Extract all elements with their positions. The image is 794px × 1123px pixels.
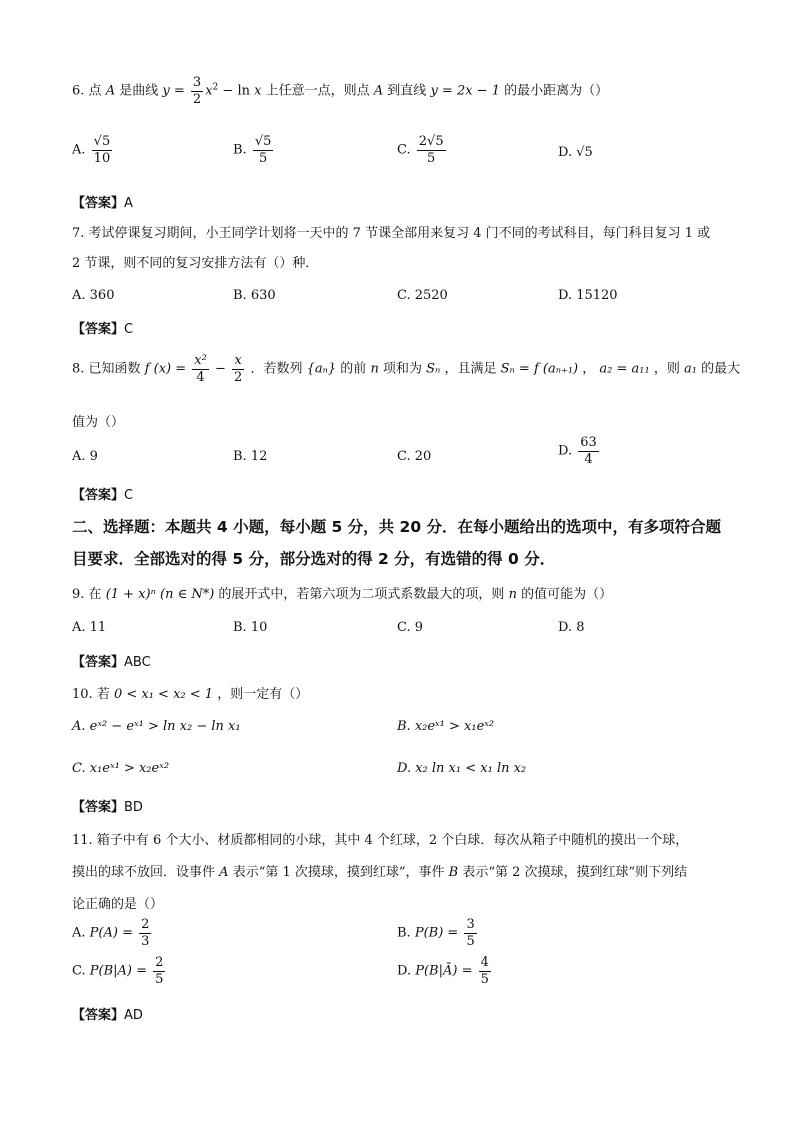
- q11-opt-d-num: 4: [480, 955, 489, 970]
- q10-cond: 0 < x₁ < x₂ < 1: [113, 687, 214, 702]
- q9-option-d: D. 8: [558, 620, 585, 635]
- q6-opt-c-num: 2√5: [418, 134, 444, 149]
- q6-text-2: 上任意一点，则点: [265, 83, 370, 99]
- q8-text-6: ，则: [653, 361, 680, 377]
- answer-tag: 【答案】: [72, 488, 125, 503]
- q11-opt-a-frac: [139, 918, 151, 948]
- q8-option-a: A. 9: [72, 449, 98, 464]
- answer-tag: 【答案】: [72, 1008, 125, 1023]
- q11-opt-b-den: 5: [466, 933, 475, 949]
- q6-opt-d-label: D.: [558, 145, 573, 160]
- q11-option-b: [397, 918, 479, 948]
- q11-stem-line3: 论正确的是（）: [72, 897, 164, 912]
- q11-opt-c-lhs: P(B|A) =: [89, 963, 148, 979]
- q9-option-b: B. 10: [233, 620, 268, 635]
- q8-cond-1: Sₙ = f (aₙ₊₁): [500, 361, 579, 377]
- q11-text-b: 表示“第 1 次摸球，摸到红球”，事件: [232, 865, 445, 880]
- q11-opt-c-den: 5: [155, 971, 164, 987]
- q11-opt-a-lhs: P(A) =: [89, 925, 133, 941]
- q10-lead: 10. 若: [72, 687, 110, 702]
- q8-cond-2: a₂ = a₁₁: [599, 361, 650, 377]
- q6-text-4: 的最小距离为（）: [504, 83, 609, 99]
- q6-opt-d-val: √5: [576, 145, 593, 160]
- q7-option-c: C. 2520: [397, 288, 448, 303]
- q6-minus-ln: − ln: [222, 83, 255, 99]
- q8-option-d: [558, 436, 601, 466]
- q6-opt-a-frac: [92, 135, 113, 165]
- q6-opt-c-frac: [417, 135, 446, 165]
- q8-text-2: 的前: [340, 361, 367, 377]
- q8-n: n: [370, 361, 379, 377]
- q11-opt-b-label: B.: [397, 925, 411, 941]
- q10-answer-value: BD: [124, 800, 143, 815]
- q10-option-c: C. x₁eˣ¹ > x₂eˣ²: [72, 761, 170, 776]
- q6-lead: 6. 点: [72, 83, 102, 99]
- q6-opt-a-label: A.: [72, 142, 86, 158]
- q6-var-a: A: [105, 83, 116, 99]
- answer-tag: 【答案】: [72, 800, 125, 815]
- q6-opt-b-label: B.: [233, 142, 247, 158]
- q7-option-a: A. 360: [72, 288, 115, 303]
- q6-option-d: [558, 145, 593, 160]
- q8-opt-d-label: D.: [558, 443, 573, 459]
- q9-expr: (1 + x)ⁿ: [105, 587, 156, 602]
- q11-answer: [72, 1004, 143, 1023]
- section-2-heading-line2: 目要求．全部选对的得 5 分，部分选对的得 2 分，有选错的得 0 分．: [72, 550, 556, 568]
- q6-line-eq: y = 2x − 1: [430, 83, 500, 99]
- q11-text-c: 表示“第 2 次摸球，摸到红球”则下列结: [462, 865, 688, 880]
- q6-opt-b-frac: [253, 135, 274, 165]
- q6-opt-b-num: √5: [254, 134, 272, 149]
- q8-frac2-num: x: [234, 353, 242, 368]
- q6-fraction: [191, 76, 203, 106]
- q7-option-b: B. 630: [233, 288, 276, 303]
- q6-opt-a-den: 10: [93, 150, 111, 166]
- q11-opt-a-label: A.: [72, 925, 86, 941]
- q9-answer: [72, 651, 151, 670]
- q6-frac-den: 2: [192, 91, 202, 107]
- answer-tag: 【答案】: [72, 196, 125, 211]
- q11-stem-line1: 11. 箱子中有 6 个大小、材质都相同的小球，其中 4 个红球，2 个白球．每次从箱子中随机的摸出一个球，: [72, 833, 689, 848]
- q11-event-a: A: [219, 865, 229, 880]
- q8-stem: [72, 354, 740, 384]
- q8-opt-d-frac: [578, 436, 599, 466]
- q9-option-c: C. 9: [397, 620, 424, 635]
- q8-option-c: C. 20: [397, 449, 432, 464]
- q6-answer: [72, 192, 133, 211]
- q6-opt-b-den: 5: [258, 150, 268, 166]
- q9-stem: [72, 583, 612, 602]
- q8-frac1-den: 4: [196, 369, 205, 385]
- q6-square: 2: [212, 82, 219, 93]
- q8-frac2-den: 2: [234, 369, 243, 385]
- q8-answer-value: C: [124, 488, 134, 503]
- q8-stem-line2: 值为（）: [72, 415, 125, 430]
- q6-x: x: [205, 83, 213, 99]
- q7-option-d: D. 15120: [558, 288, 618, 303]
- q8-frac-1: [192, 354, 209, 384]
- q7-answer: [72, 318, 133, 337]
- q11-opt-d-den: 5: [480, 971, 489, 987]
- q8-opt-d-den: 4: [584, 451, 593, 467]
- q6-option-b: [233, 135, 275, 165]
- q10-option-a: A. eˣ² − eˣ¹ > ln x₂ − ln x₁: [72, 719, 241, 734]
- q11-opt-a-num: 2: [141, 917, 150, 932]
- q10-text-1: ，则一定有（）: [217, 687, 309, 702]
- q9-lead: 9. 在: [72, 587, 102, 602]
- q11-opt-d-label: D.: [397, 963, 412, 979]
- q8-frac-2: [232, 354, 244, 384]
- q11-opt-d-lhs: P(B|Ā) =: [415, 963, 473, 979]
- q8-lead: 8. 已知函数: [72, 361, 141, 377]
- q10-stem: [72, 683, 308, 702]
- q11-opt-b-lhs: P(B) =: [414, 925, 459, 941]
- answer-tag: 【答案】: [72, 655, 125, 670]
- q9-cond: (n ∈ N*): [160, 587, 215, 602]
- section-2-heading-line1: 二、选择题：本题共 4 小题，每小题 5 分，共 20 分．在每小题给出的选项中，有多项符合题: [72, 518, 722, 536]
- q6-opt-c-label: C.: [397, 142, 411, 158]
- q9-option-a: A. 11: [72, 620, 107, 635]
- q7-answer-value: C: [124, 322, 134, 337]
- q6-var-a2: A: [373, 83, 384, 99]
- q8-minus: −: [214, 361, 226, 377]
- q8-text-5: ，: [582, 361, 596, 377]
- q11-opt-a-den: 3: [141, 933, 150, 949]
- q11-answer-value: AD: [124, 1008, 143, 1023]
- q8-a1: a₁: [684, 361, 697, 377]
- q11-opt-b-num: 3: [466, 917, 475, 932]
- q6-text-3: 到直线: [387, 83, 427, 99]
- q6-opt-c-den: 5: [427, 150, 436, 166]
- q6-opt-a-num: √5: [93, 134, 111, 149]
- q9-text-2: 的值可能为（）: [521, 587, 613, 602]
- q9-text-1: 的展开式中，若第六项为二项式系数最大的项，则: [218, 587, 505, 602]
- q8-text-4: ，且满足: [444, 361, 497, 377]
- q8-answer: [72, 484, 133, 503]
- q11-opt-d-frac: [479, 956, 491, 986]
- q8-sn: Sₙ: [426, 361, 441, 377]
- q8-option-b: B. 12: [233, 449, 268, 464]
- q9-n: n: [508, 587, 517, 602]
- q11-option-a: [72, 918, 153, 948]
- q11-opt-b-frac: [464, 918, 476, 948]
- q11-opt-c-frac: [153, 956, 165, 986]
- q9-answer-value: ABC: [124, 655, 151, 670]
- q6-option-c: [397, 135, 448, 165]
- q6-frac-num: 3: [192, 75, 202, 90]
- q11-stem-line2: [72, 861, 687, 880]
- q10-option-d: D. x₂ ln x₁ < x₁ ln x₂: [397, 761, 527, 776]
- q8-fx: f (x) =: [144, 361, 187, 377]
- q6-x2: x: [254, 83, 262, 99]
- q11-option-c: [72, 956, 167, 986]
- q11-opt-c-num: 2: [155, 955, 164, 970]
- q6-option-a: [72, 135, 114, 165]
- q6-stem: [72, 76, 608, 106]
- q6-eq-y: y: [162, 83, 170, 99]
- q8-text-3: 项和为: [382, 361, 422, 377]
- q8-text-7: 的最大: [701, 361, 741, 377]
- q6-answer-value: A: [124, 196, 133, 211]
- q8-opt-d-num: 63: [580, 435, 597, 450]
- q8-frac1-num: x²: [194, 353, 207, 368]
- q8-text-1: ．若数列: [250, 361, 303, 377]
- q10-answer: [72, 796, 143, 815]
- q6-eq-sign: =: [173, 83, 185, 99]
- q8-seq: {aₙ}: [306, 361, 337, 377]
- q11-event-b: B: [448, 865, 459, 880]
- q11-opt-c-label: C.: [72, 963, 86, 979]
- q11-option-d: [397, 956, 493, 986]
- q10-option-b: B. x₂eˣ¹ > x₁eˣ²: [397, 719, 495, 734]
- answer-tag: 【答案】: [72, 322, 125, 337]
- q6-text-1: 是曲线: [119, 83, 159, 99]
- q7-stem: 7. 考试停课复习期间，小王同学计划将一天中的 7 节课全部用来复习 4 门不同的考试科目，每门科目复习 1 或 2 节课，则不同的复习安排方法有（）种．: [72, 226, 711, 271]
- q11-text-a: 摸出的球不放回．设事件: [72, 865, 216, 880]
